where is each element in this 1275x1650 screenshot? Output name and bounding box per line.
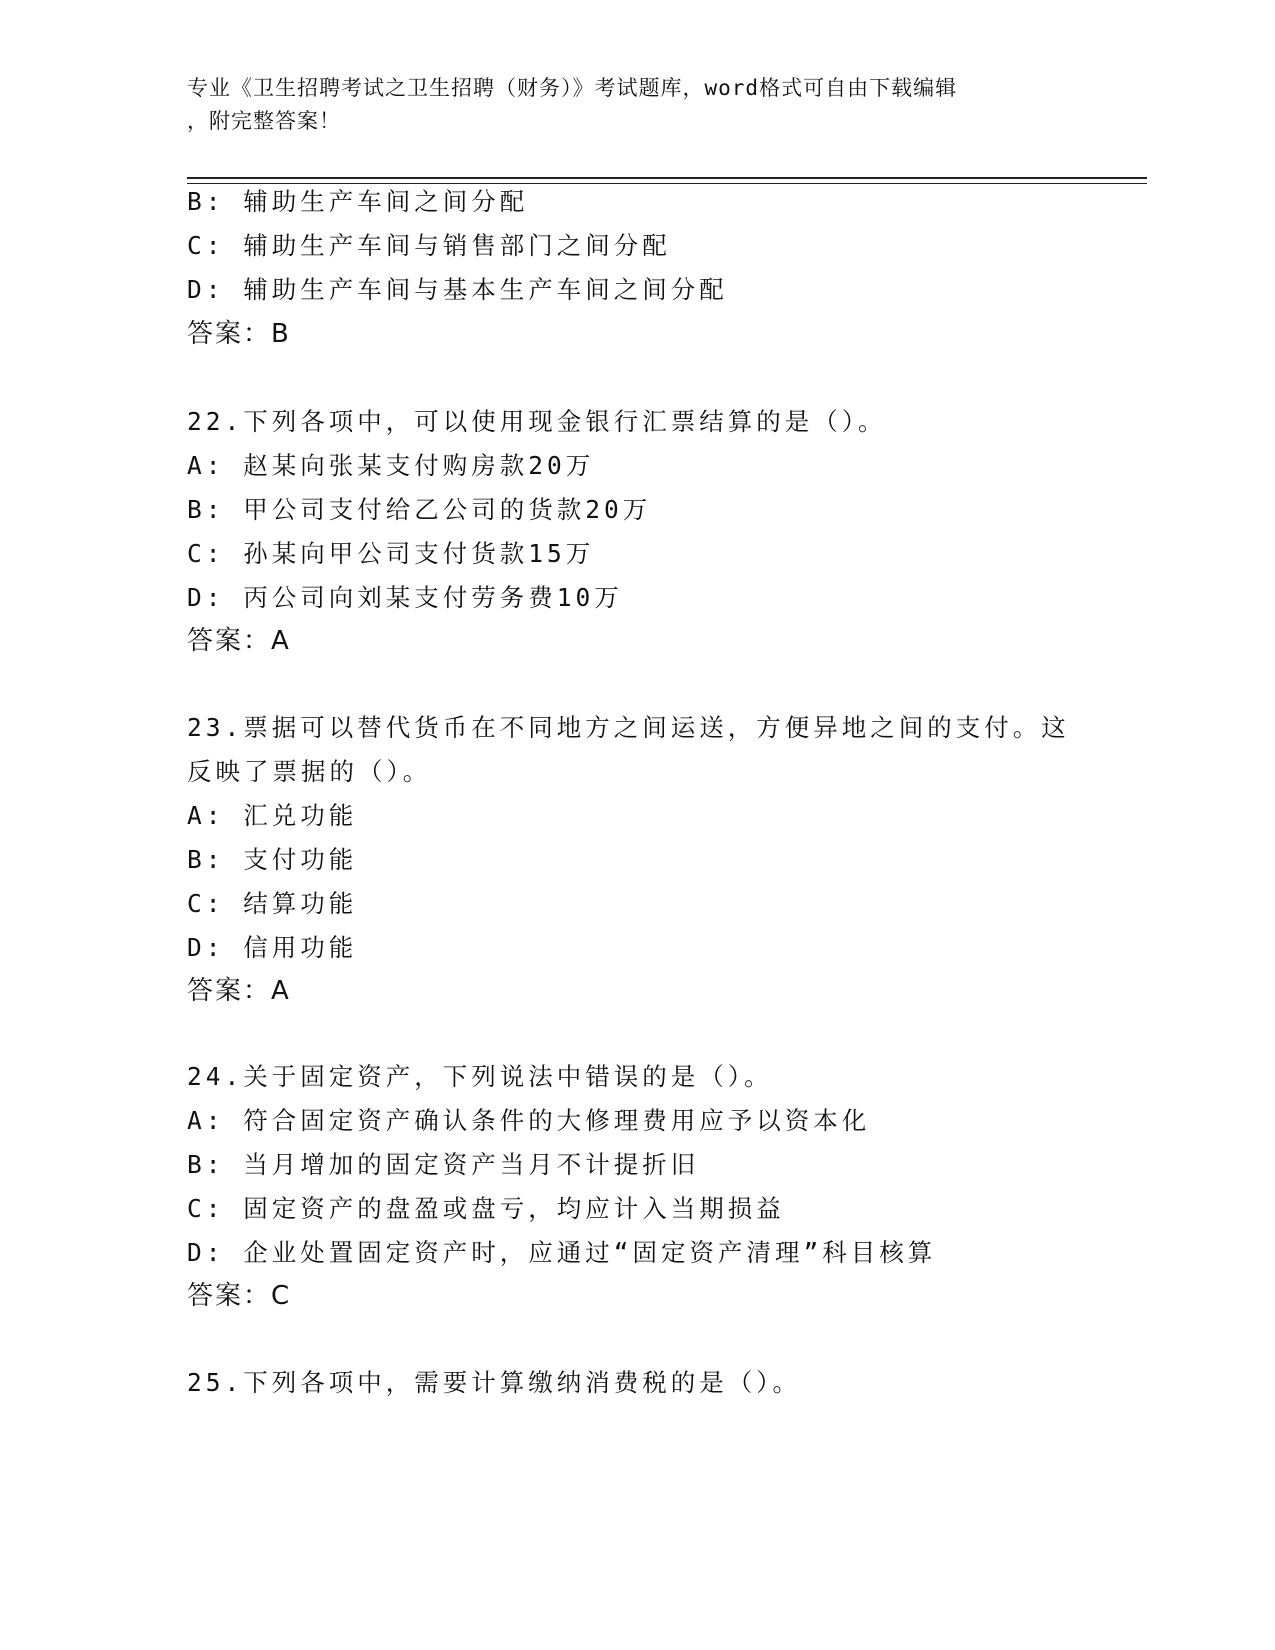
q21-option-c: C: 辅助生产车间与销售部门之间分配 [187,231,671,260]
header-line-2: ，附完整答案！ [187,109,341,133]
q21-option-b: B: 辅助生产车间之间分配 [187,187,529,216]
document-header [187,72,1067,138]
q22-option-b: B: 甲公司支付给乙公司的货款20万 [187,495,652,524]
q23-option-d: D: 信用功能 [187,933,358,962]
q22-option-d: D: 丙公司向刘某支付劳务费10万 [187,583,623,612]
q24-option-b: B: 当月增加的固定资产当月不计提折旧 [187,1150,700,1179]
q23-option-c: C: 结算功能 [187,889,358,918]
q21-option-d: D: 辅助生产车间与基本生产车间之间分配 [187,275,728,304]
q24-option-c: C: 固定资产的盘盈或盘亏，均应计入当期损益 [187,1194,785,1223]
header-divider-thick [187,177,1147,179]
q24-answer: 答案：C [187,1281,292,1311]
header-line-1: 专业《卫生招聘考试之卫生招聘（财务）》考试题库，word格式可自由下载编辑 [187,76,958,100]
q23-stem-line-2: 反映了票据的（）。 [187,757,432,786]
q22-option-c: C: 孙某向甲公司支付货款15万 [187,539,595,568]
q24-stem: 24.关于固定资产，下列说法中错误的是（）。 [187,1062,773,1091]
q22-answer: 答案：A [187,626,291,656]
q24-option-d: D: 企业处置固定资产时，应通过“固定资产清理”科目核算 [187,1238,937,1267]
q22-option-a: A: 赵某向张某支付购房款20万 [187,451,595,480]
q21-answer: 答案：B [187,319,291,349]
q24-option-a: A: 符合固定资产确认条件的大修理费用应予以资本化 [187,1106,871,1135]
q22-stem: 22.下列各项中，可以使用现金银行汇票结算的是（）。 [187,407,887,436]
header-divider-thin [187,183,1147,184]
q23-option-a: A: 汇兑功能 [187,801,358,830]
q25-stem: 25.下列各项中，需要计算缴纳消费税的是（）。 [187,1368,801,1397]
q23-stem-line-1: 23.票据可以替代货币在不同地方之间运送，方便异地之间的支付。这 [187,713,1070,742]
q23-answer: 答案：A [187,976,291,1006]
q23-option-b: B: 支付功能 [187,845,358,874]
